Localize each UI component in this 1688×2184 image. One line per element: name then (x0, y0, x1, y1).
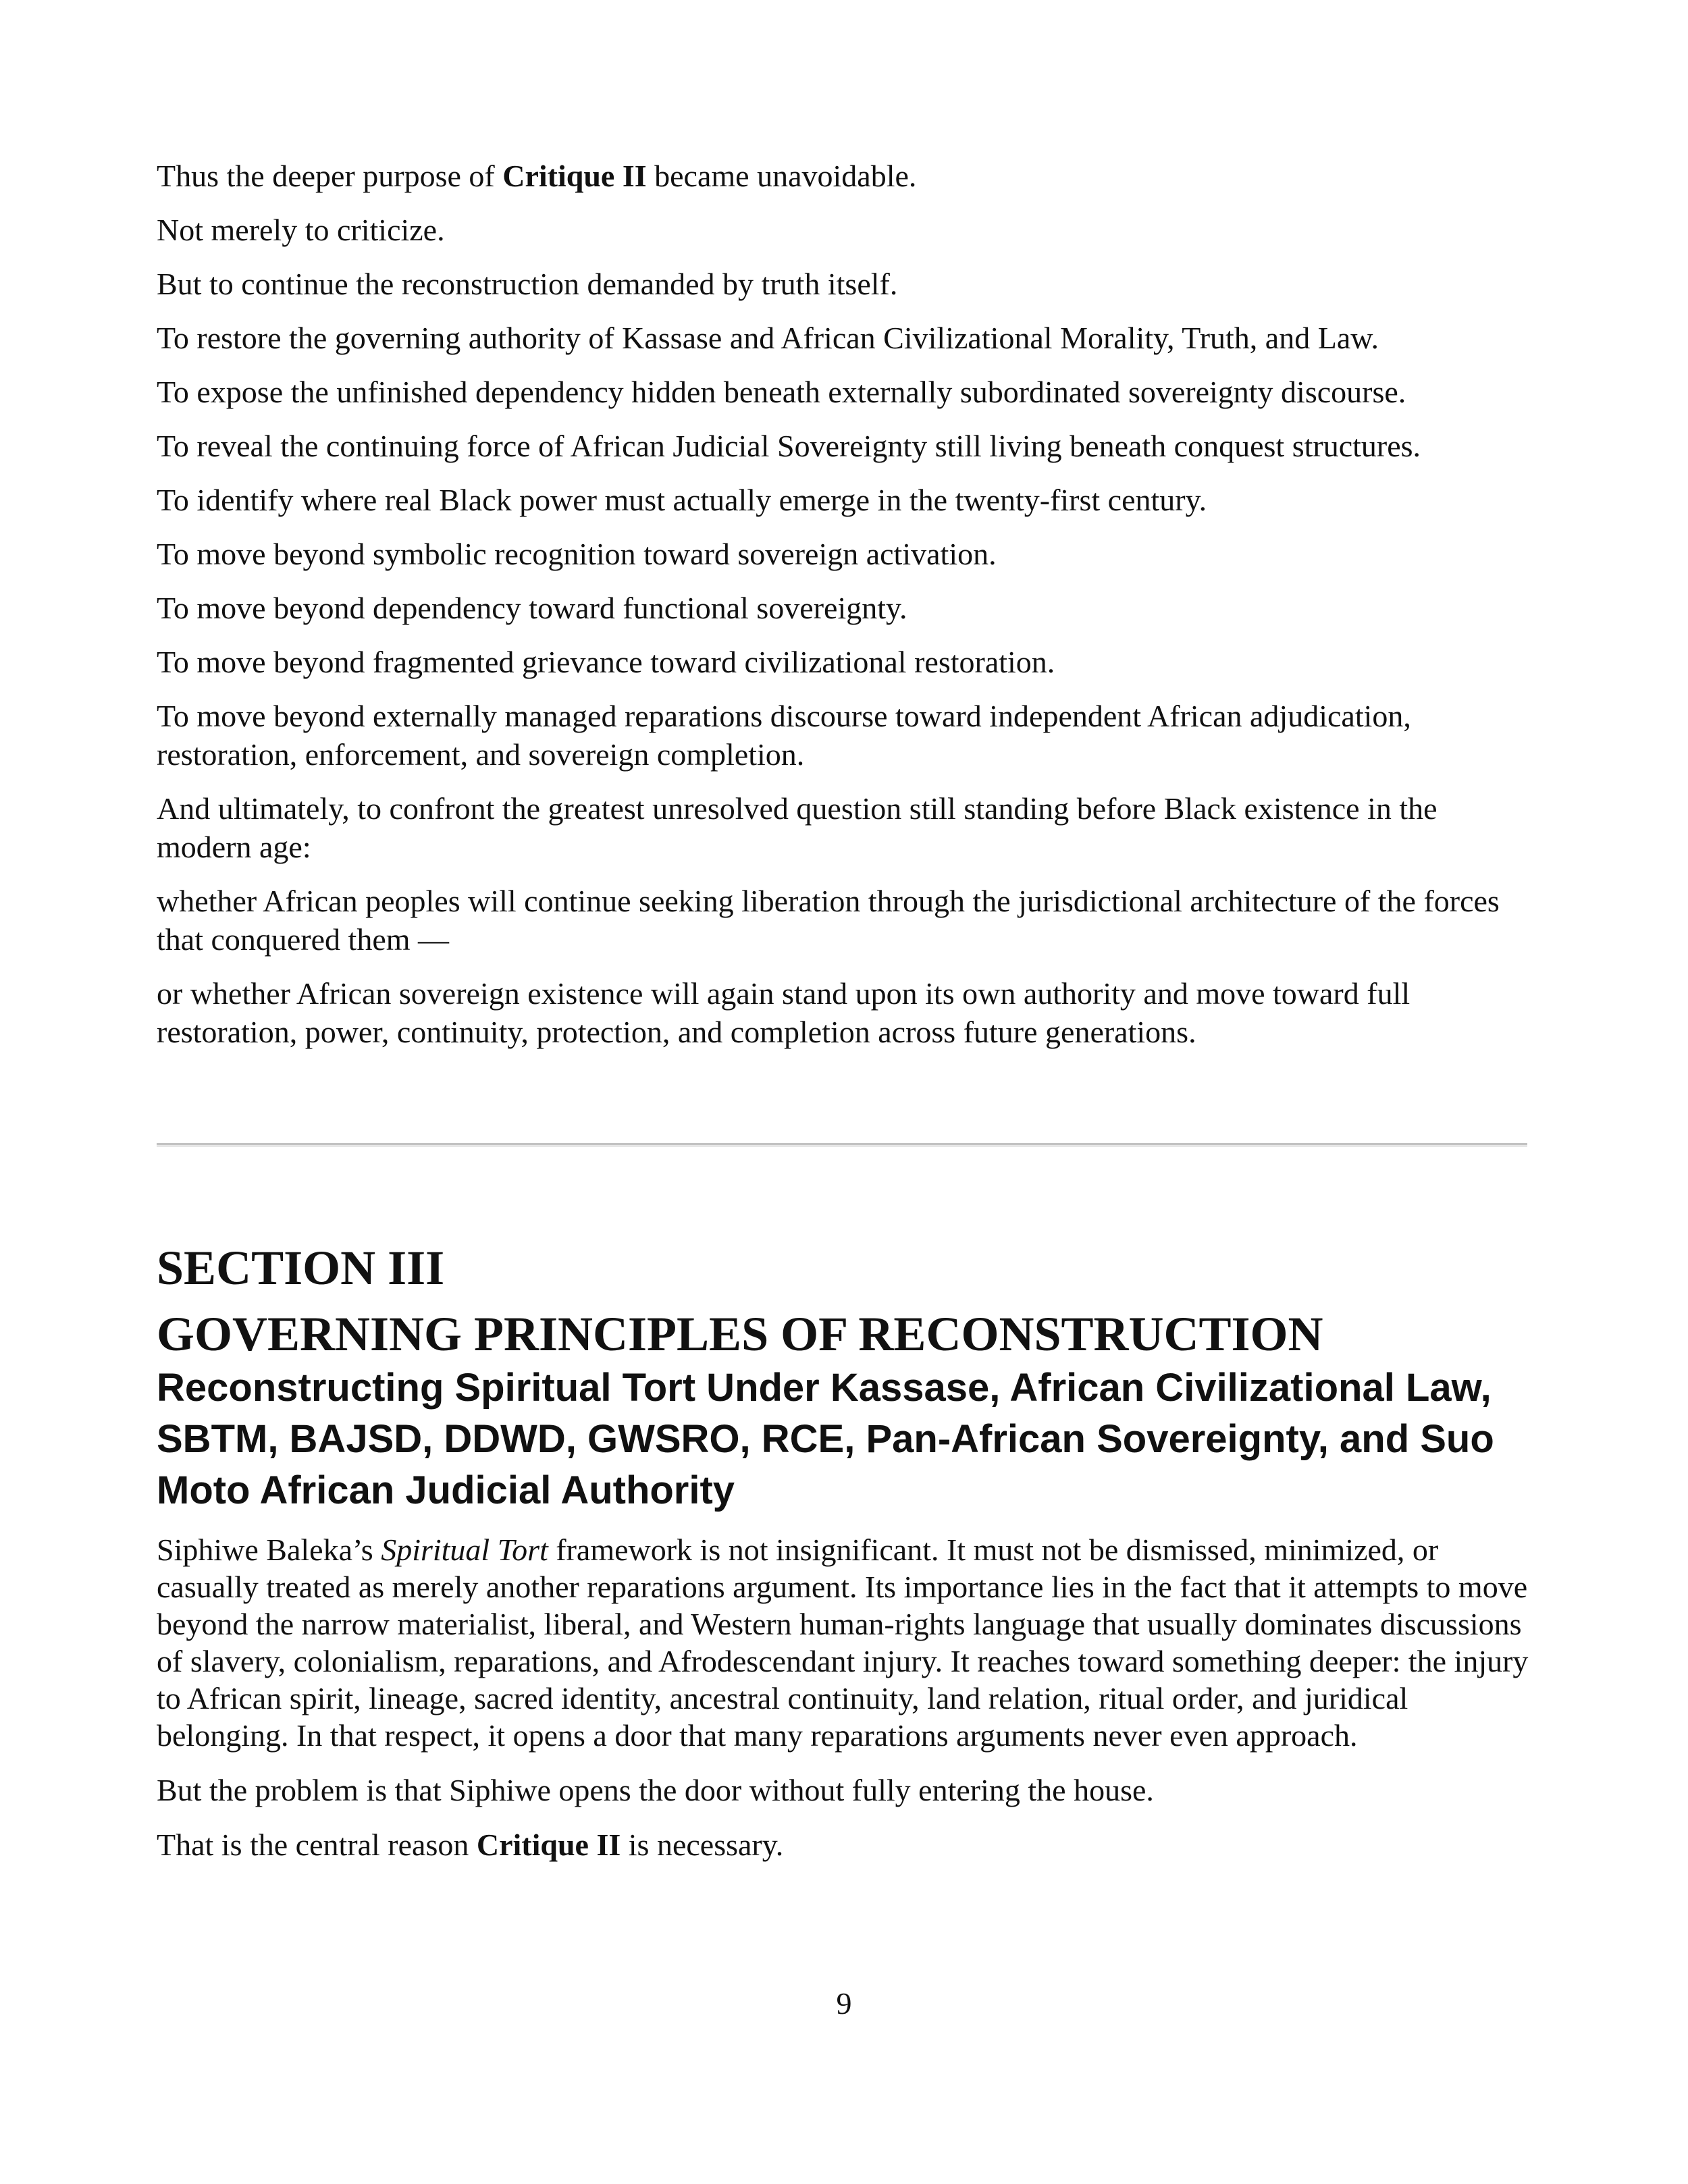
paragraph: To identify where real Black power must actually emerge in the twenty-first century. (157, 483, 1207, 517)
italic-text-run: Spiritual Tort (381, 1533, 548, 1567)
text-run: That is the central reason (157, 1828, 477, 1862)
text-run: became unavoidable. (646, 159, 917, 193)
paragraph: And ultimately, to confront the greatest unresolved question still standing before Black existence in the modern age: (157, 791, 1438, 864)
paragraph (157, 157, 1534, 195)
paragraph: or whether African sovereign existence will again stand upon its own authority and move toward full restoration, power, continuity, protection, and completion across future generations. (157, 976, 1410, 1049)
paragraph: To restore the governing authority of Kassase and African Civilizational Morality, Truth, and Law. (157, 321, 1379, 355)
top-text-block (157, 157, 1534, 1067)
section-block (157, 1240, 1534, 1881)
paragraph: To move beyond externally managed reparations discourse toward independent African adjudication, restoration, enforcement, and sovereign completion. (157, 699, 1411, 772)
text-run: Thus the deeper purpose of (157, 159, 503, 193)
paragraph (157, 1826, 1534, 1863)
bold-text-run: Critique II (476, 1828, 621, 1862)
horizontal-divider (157, 1143, 1527, 1147)
page-number: 9 (836, 1986, 852, 2021)
paragraph: But the problem is that Siphiwe opens the door without fully entering the house. (157, 1773, 1154, 1807)
text-run: framework is not insignificant. It must not be dismissed, minimized, or casually treated as merely another reparations argument. Its importance lies in the fact that it attempts to move beyond the narrow materialist, liberal, and Western human-rights language that usually dominates discussions of slavery, colonialism, reparations, and Afrodescendant injury. It reaches toward something deeper: the injury to African spirit, lineage, sacred identity, ancestral continuity, land relation, ritual order, and juridical belonging. In that respect, it opens a door that many reparations arguments never even approach. (157, 1533, 1529, 1753)
paragraph: To expose the unfinished dependency hidden beneath externally subordinated sovereignty discourse. (157, 375, 1406, 409)
paragraph: To move beyond symbolic recognition toward sovereign activation. (157, 537, 997, 571)
paragraph: Not merely to criticize. (157, 213, 445, 247)
text-run: Siphiwe Baleka’s (157, 1533, 381, 1567)
paragraph (157, 1531, 1534, 1754)
bold-text-run: Critique II (502, 159, 647, 193)
section-title-heading: GOVERNING PRINCIPLES OF RECONSTRUCTION (157, 1307, 1323, 1361)
text-run: is necessary. (621, 1828, 784, 1862)
section-number-heading: SECTION III (157, 1241, 445, 1295)
paragraph: whether African peoples will continue seeking liberation through the jurisdictional architecture of the forces that conquered them — (157, 884, 1500, 957)
paragraph: To reveal the continuing force of African Judicial Sovereignty still living beneath conquest structures. (157, 429, 1421, 463)
section-subtitle-heading: Reconstructing Spiritual Tort Under Kassase, African Civilizational Law, SBTM, BAJSD, DDWD, GWSRO, RCE, Pan-African Sovereignty, and Suo Moto African Judicial Authority (157, 1366, 1494, 1512)
paragraph: To move beyond fragmented grievance toward civilizational restoration. (157, 645, 1055, 679)
paragraph: To move beyond dependency toward functional sovereignty. (157, 591, 907, 625)
paragraph: But to continue the reconstruction demanded by truth itself. (157, 267, 898, 301)
